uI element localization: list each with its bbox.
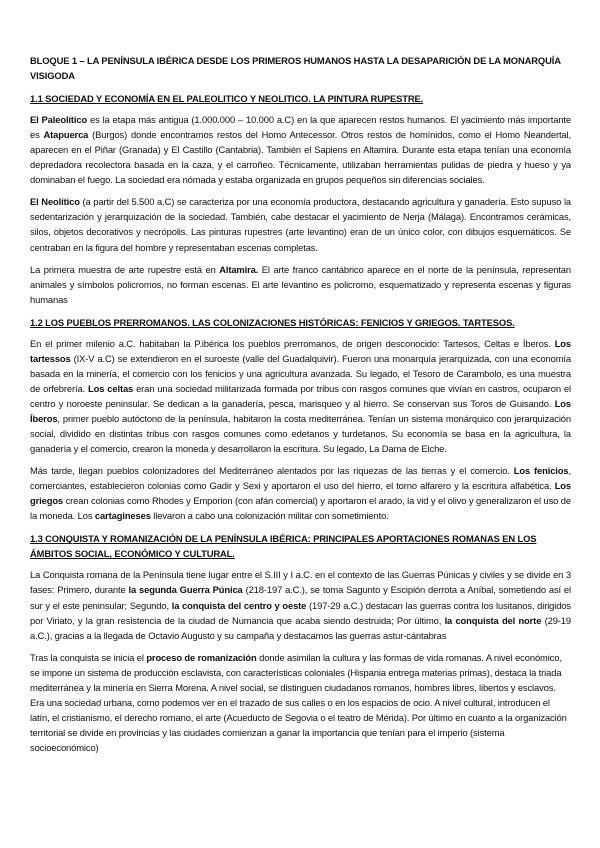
bold-term: Los celtas <box>88 382 134 394</box>
paragraph: La primera muestra de arte rupestre está en Altamira. El arte franco cantábrico aparece en el norte de la península, representan animales y símbolos policromos, no forman escenas. El arte levantino es policromo, esquematizado y representa escenas y figuras humanas <box>30 263 571 305</box>
block-title: BLOQUE 1 – LA PENÍNSULA IBÉRICA DESDE LOS PRIMEROS HUMANOS HASTA LA DESAPARICIÓN DE LA MONARQUÍA VISIGODA <box>30 55 561 82</box>
paragraph: El Neolítico (a partir del 5.500 a.C) se caracteriza por una economía productora, destacando agricultura y ganadería. Esto supuso la sedentarización y jerarquización de la sociedad. También, cabe destacar el yacimiento de Nerja (Málaga). Encontramos cerámicas, silos, objetos decorativos y necrópolis. Las pinturas rupestres (arte levantino) eran de un único color, con dibujos esquemáticos. Se centraban en la figura del hombre y representaban escenas completas. <box>30 196 571 253</box>
section-heading: 1.1 SOCIEDAD Y ECONOMÍA EN EL PALEOLITICO Y NEOLITICO. LA PINTURA RUPESTRE. <box>30 93 424 105</box>
bold-term: Los tartessos <box>30 337 571 364</box>
bold-term: Altamira. <box>219 263 259 275</box>
bold-term: Atapuerca <box>43 129 89 141</box>
section <box>30 91 571 307</box>
paragraph: Tras la conquista se inicia el proceso de romanización donde asimilan la cultura y las formas de vida romanas. A nivel económico, se impone un sistema de producción esclavista, con características coloniales (Hispania entrega materias primas), destaca la triada mediterránea y la minería en Sierra Morena. A nivel social, se distinguen ciudadanos romanos, hombres libres, libertos y esclavos. Era una sociedad urbana, como podemos ver en el trazado de sus calles o en los espacios de ocio. A nivel cultural, introducen el latín, el cristianismo, el derecho romano, el arte (Acueducto de Segovia o el teatro de Mérida). Por último en cuanto a la organización territorial se divide en provincias y las ciudades comienzan a ganar la importancia que tenían para el imperio (sistema socioeconómico) <box>30 651 567 753</box>
bold-term: Los Íberos <box>30 397 571 424</box>
bold-term: Los griegos <box>30 480 571 507</box>
bold-term: proceso de romanización <box>146 651 257 663</box>
paragraph: El Paleolítico es la etapa más antigua (1.000.000 – 10.000 a.C) en la que aparecen restos humanos. El yacimiento más importante es Atapuerca (Burgos) donde encontramos restos del Homo Antecessor. Otros restos de homínidos, como el Homo Neandertal, aparecen en el Piñar (Granada) y El Castillo (Cantabria). También el Sapiens en Altamira. Durante esta etapa tenían una economía depredadora recolectora basada en la caza, y el carroñeo. Técnicamente, utilizaban herramientas pulidas de piedra y hueso y ya dominaban el fuego. La sociedad era nómada y estaba organizada en grupos pequeños sin diferencias sociales. <box>30 114 572 186</box>
section-heading: 1.2 LOS PUEBLOS PRERROMANOS. LAS COLONIZACIONES HISTÓRICAS: FENICIOS Y GRIEGOS. TARTESOS. <box>30 316 515 328</box>
bold-term: la conquista del centro y oeste <box>171 599 307 611</box>
paragraph: La Conquista romana de la Península tiene lugar entre el S.III y I a.C. en el contexto de las Guerras Púnicas y civiles y se divide en 3 fases: Primero, durante la segunda Guerra Púnica (218-197 a.C.), se toma Sagunto y Escipión derrota a Aníbal, sometiendo así el sur y el este peninsular; Segundo, la conquista del centro y oeste (197-29 a.C.) destacan las guerras contra los lusitanos, dirigidos por Viriato, y la gran resistencia de la ciudad de Numancia que acaba siendo destruida; Por último, la conquista del norte (29-19 a.C.), gracias a la llegada de Octavio Augusto y su campaña y destacamos las guerras astur-cántabras <box>30 569 571 641</box>
paragraph: Más tarde, llegan pueblos colonizadores del Mediterráneo alentados por las riquezas de las tierras y el comercio. Los fenicios, comerciantes, establecieron colonias como Gadir y Sexi y aportaron el uso del hierro, el torno alfarero y la escritura alfabética. Los griegos crean colonias como Rhodes y Emporion (con afán comercial) y aportaron el arado, la vid y el olivo y generalizaron el uso de la moneda. Los cartagineses llevaron a cabo una colonización militar con sometimiento. <box>30 465 571 522</box>
bold-term: Los fenicios <box>513 465 569 477</box>
section <box>30 531 571 755</box>
bold-term: El Neolítico <box>30 196 80 208</box>
bold-term: cartagineses <box>94 510 151 522</box>
bold-term: la conquista del norte <box>444 614 542 626</box>
bold-term: la segunda Guerra Púnica <box>128 584 243 596</box>
paragraph: En el primer milenio a.C. habitaban la P.ibérica los pueblos prerromanos, de origen desconocido: Tartesos, Celtas e Íberos. Los tartessos (IX-V a.C) se extendieron en el suroeste (valle del Guadalquivir). Fueron una monarquía jerarquizada, con una economía basada en la minería, el comercio con los fenicios y una agricultura avanzada. Su legado, el Tesoro de Carambolo, es una muestra de orfebrería. Los celtas eran una sociedad militarizada formada por tribus con rasgos comunes que vivían en castros, ocuparon el centro y noroeste peninsular. Se dedican a la ganadería, pesca, marisqueo y al hierro. Se conservan sus Toros de Guisando. Los Íberos, primer pueblo autóctono de la península, habitaron la costa mediterránea. Tenían un sistema monárquico con jerarquización social, dividido en distintas tribus con rasgos comunes como edetanos y turdetanos. Su economía se basa en la agricultura, la ganadería y el comercio, crearon la moneda y desarrollaron la escritura. Su legado, La Dama de Elche. <box>30 337 571 455</box>
bold-term: El Paleolítico <box>30 114 88 126</box>
section <box>30 315 571 524</box>
section-heading: 1.3 CONQUISTA Y ROMANIZACIÓN DE LA PENÍNSULA IBÉRICA: PRINCIPALES APORTACIONES ROMANAS EN LOS ÁMBITOS SOCIAL, ECONÓMICO Y CULTURAL. <box>30 533 537 560</box>
